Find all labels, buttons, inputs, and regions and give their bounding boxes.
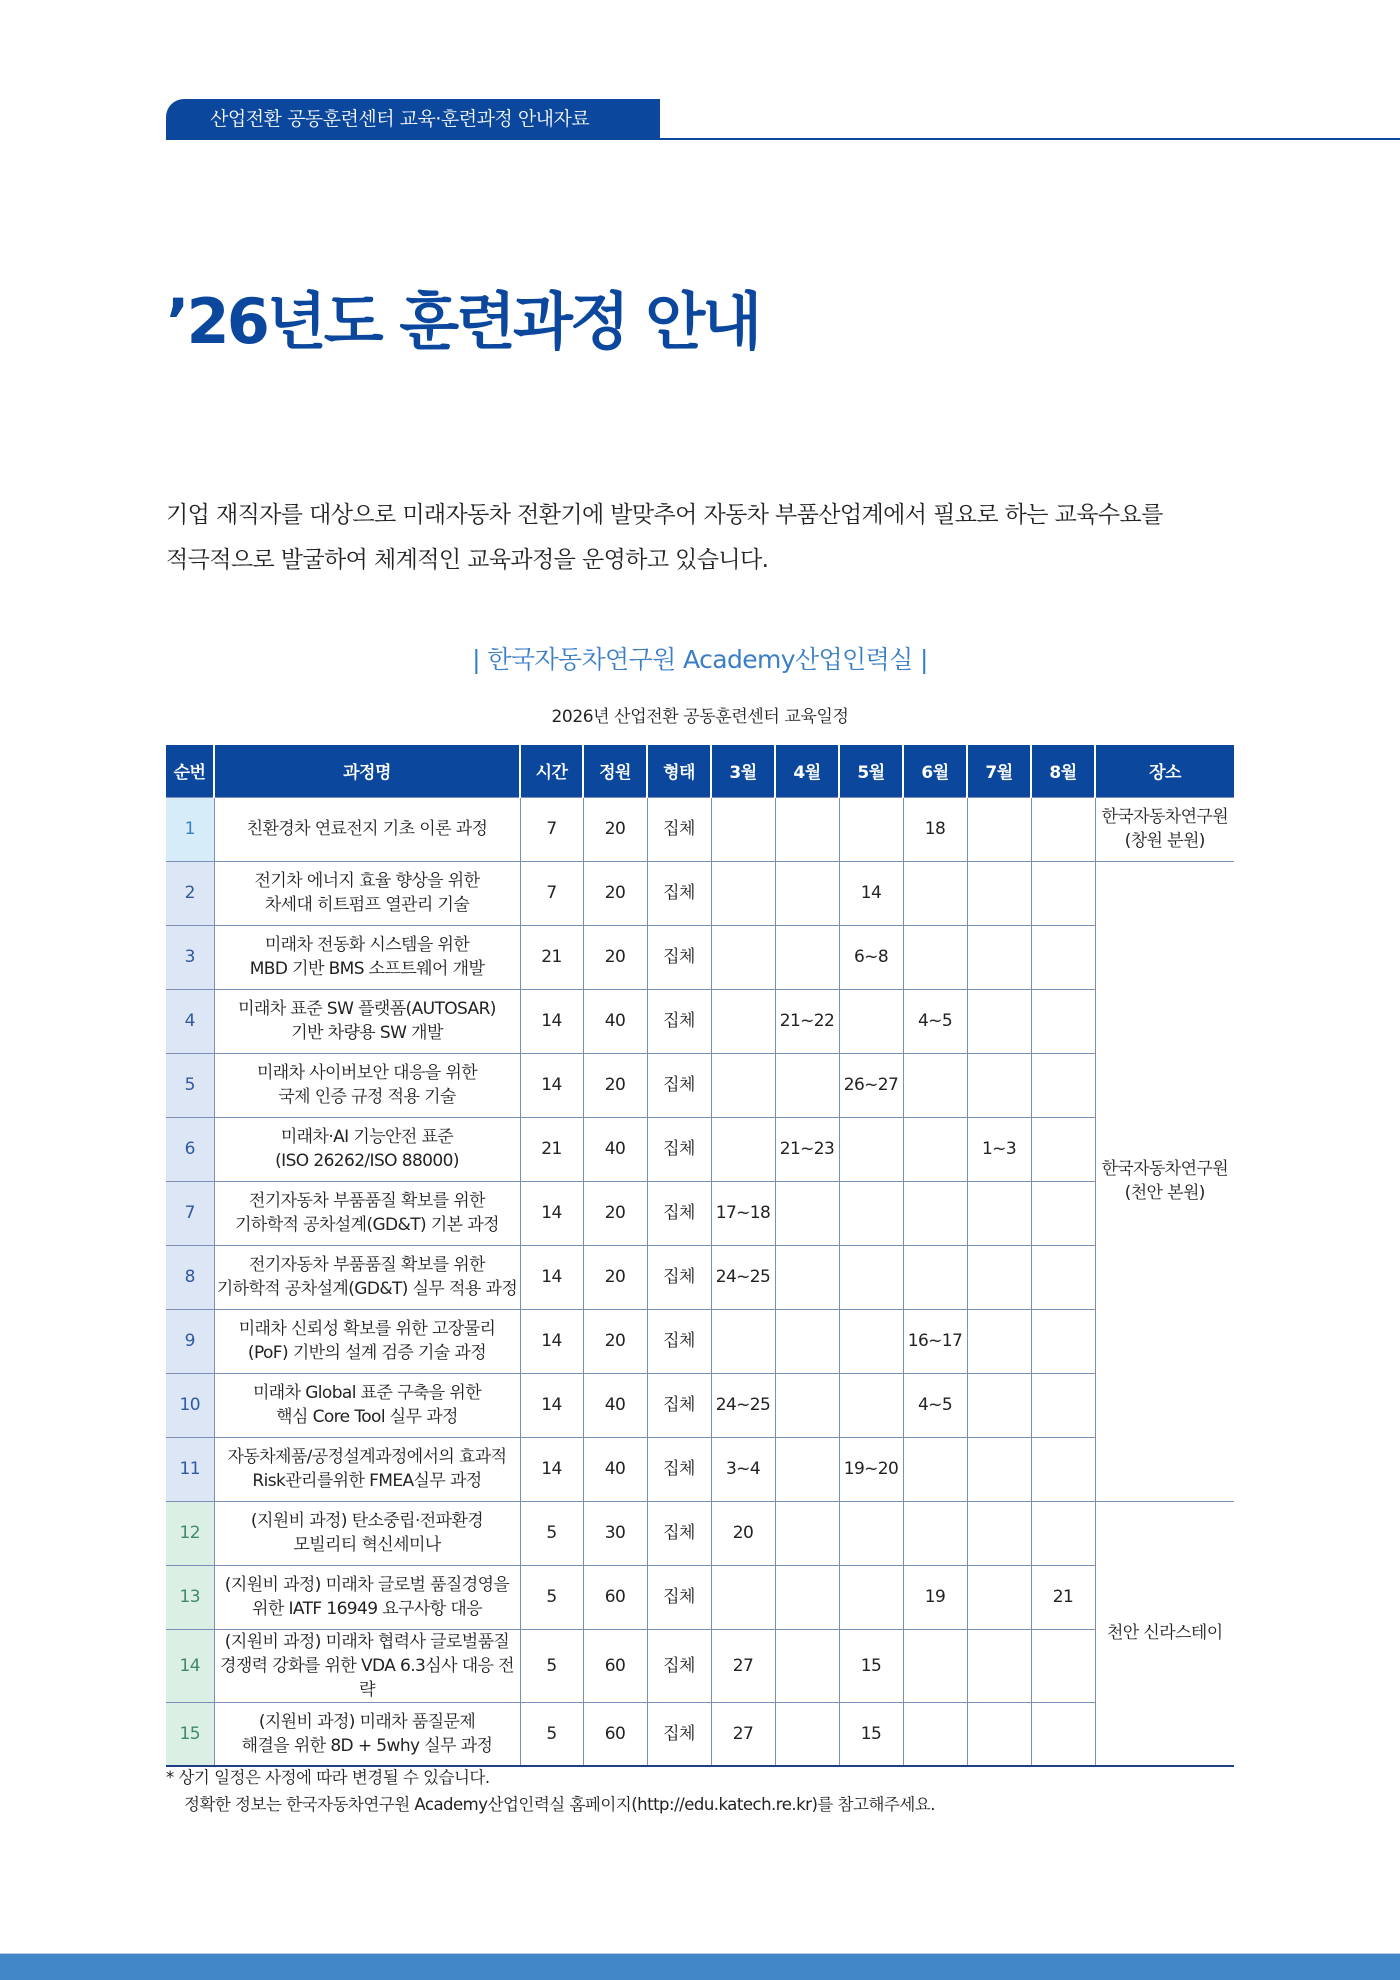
capacity: 30 — [583, 1501, 647, 1565]
hours: 7 — [520, 797, 583, 861]
month-m7-date — [967, 1702, 1031, 1766]
month-m7-date — [967, 1309, 1031, 1373]
course-name — [214, 1629, 520, 1702]
month-m6-date — [903, 1629, 967, 1702]
course-name-line-2: 기하학적 공차설계(GD&T) 실무 적용 과정 — [216, 1279, 518, 1299]
month-m8-date — [1031, 797, 1095, 861]
footnote-1: * 상기 일정은 사정에 따라 변경될 수 있습니다. — [166, 1768, 490, 1787]
training-type: 집체 — [647, 1629, 711, 1702]
month-m8-date — [1031, 1501, 1095, 1565]
month-m8-date — [1031, 1437, 1095, 1501]
table-header-row — [166, 745, 1234, 797]
course-name — [214, 1245, 520, 1309]
table-row — [166, 1629, 1234, 1702]
month-m7-date — [967, 1245, 1031, 1309]
month-m5-date: 19~20 — [839, 1437, 903, 1501]
hours: 14 — [520, 1373, 583, 1437]
month-m4-date — [775, 1437, 839, 1501]
month-m8-date — [1031, 1181, 1095, 1245]
month-m8-date — [1031, 925, 1095, 989]
course-name — [214, 1117, 520, 1181]
table-row — [166, 1309, 1234, 1373]
table-row — [166, 1437, 1234, 1501]
month-m4-date: 21~22 — [775, 989, 839, 1053]
table-caption: 2026년 산업전환 공동훈련센터 교육일정 — [551, 707, 849, 727]
course-name-line-2: 위한 IATF 16949 요구사항 대응 — [252, 1599, 482, 1619]
month-m6-date — [903, 861, 967, 925]
table-row — [166, 1501, 1234, 1565]
training-type: 집체 — [647, 1501, 711, 1565]
course-name-line-1: 미래차 사이버보안 대응을 위한 — [256, 1063, 478, 1083]
footnotes — [166, 1764, 935, 1818]
course-name — [214, 1309, 520, 1373]
month-m3-date: 24~25 — [711, 1373, 775, 1437]
table-row — [166, 925, 1234, 989]
month-m6-date — [903, 1053, 967, 1117]
training-type: 집체 — [647, 1245, 711, 1309]
row-number: 4 — [166, 989, 214, 1053]
place — [1095, 797, 1234, 861]
month-m5-date: 15 — [839, 1629, 903, 1702]
row-number: 14 — [166, 1629, 214, 1702]
place — [1095, 861, 1234, 1501]
table-row — [166, 1245, 1234, 1309]
month-m5-date — [839, 797, 903, 861]
month-m8-date — [1031, 1373, 1095, 1437]
row-number: 15 — [166, 1702, 214, 1766]
header-hours: 시간 — [520, 745, 583, 797]
month-m6-date — [903, 1702, 967, 1766]
month-m7-date: 1~3 — [967, 1117, 1031, 1181]
row-number: 1 — [166, 797, 214, 861]
capacity: 20 — [583, 1245, 647, 1309]
month-m6-date — [903, 1437, 967, 1501]
course-name — [214, 989, 520, 1053]
training-type: 집체 — [647, 989, 711, 1053]
capacity: 40 — [583, 1437, 647, 1501]
month-m5-date — [839, 1309, 903, 1373]
month-m5-date — [839, 1117, 903, 1181]
month-m3-date — [711, 925, 775, 989]
header-apr: 4월 — [775, 745, 839, 797]
footer-bar — [0, 1953, 1400, 1980]
header-rule — [166, 138, 1400, 140]
course-name-line-2: MBD 기반 BMS 소프트웨어 개발 — [249, 959, 485, 979]
course-name-line-1: (지원비 과정) 미래차 품질문제 — [258, 1711, 476, 1732]
month-m7-date — [967, 989, 1031, 1053]
month-m4-date — [775, 1373, 839, 1437]
month-m7-date — [967, 797, 1031, 861]
hours: 5 — [520, 1702, 583, 1766]
capacity: 20 — [583, 1309, 647, 1373]
course-name-line-2: (PoF) 기반의 설계 검증 기술 과정 — [247, 1343, 487, 1363]
table-row — [166, 861, 1234, 925]
row-number: 10 — [166, 1373, 214, 1437]
month-m5-date — [839, 1501, 903, 1565]
month-m7-date — [967, 1181, 1031, 1245]
month-m6-date — [903, 1501, 967, 1565]
month-m5-date: 14 — [839, 861, 903, 925]
table-row — [166, 1373, 1234, 1437]
row-number: 5 — [166, 1053, 214, 1117]
training-type: 집체 — [647, 1437, 711, 1501]
course-name-line-2: Risk관리를위한 FMEA실무 과정 — [252, 1471, 482, 1491]
row-number: 8 — [166, 1245, 214, 1309]
table-row — [166, 797, 1234, 861]
capacity: 40 — [583, 1373, 647, 1437]
course-name — [214, 1053, 520, 1117]
course-name-line-1: (지원비 과정) 탄소중립·전파환경 — [250, 1511, 484, 1531]
training-type: 집체 — [647, 1702, 711, 1766]
capacity: 20 — [583, 1053, 647, 1117]
course-name — [214, 1181, 520, 1245]
footnote-2: 정확한 정보는 한국자동차연구원 Academy산업인력실 홈페이지(http://edu.katech.re.kr)를 참고해주세요. — [184, 1795, 935, 1814]
month-m8-date — [1031, 1117, 1095, 1181]
month-m8-date: 21 — [1031, 1565, 1095, 1629]
table-row — [166, 989, 1234, 1053]
month-m7-date — [967, 861, 1031, 925]
month-m5-date: 6~8 — [839, 925, 903, 989]
row-number: 9 — [166, 1309, 214, 1373]
hours: 14 — [520, 1181, 583, 1245]
month-m3-date — [711, 797, 775, 861]
month-m3-date — [711, 989, 775, 1053]
course-name-line-1: 전기자동차 부품품질 확보를 위한 — [249, 1255, 485, 1275]
month-m3-date: 24~25 — [711, 1245, 775, 1309]
intro-line-2: 적극적으로 발굴하여 체계적인 교육과정을 운영하고 있습니다. — [166, 547, 769, 573]
course-name-line-2: 차세대 히트펌프 열관리 기술 — [264, 895, 470, 915]
month-m6-date: 4~5 — [903, 1373, 967, 1437]
hours: 14 — [520, 1245, 583, 1309]
table-row — [166, 1565, 1234, 1629]
training-type: 집체 — [647, 1053, 711, 1117]
header-aug: 8월 — [1031, 745, 1095, 797]
table-row — [166, 1053, 1234, 1117]
header-type: 형태 — [647, 745, 711, 797]
table-body — [166, 797, 1234, 1766]
course-name — [214, 1437, 520, 1501]
training-type: 집체 — [647, 1117, 711, 1181]
month-m4-date — [775, 1565, 839, 1629]
course-name-line-1: 미래차 전동화 시스템을 위한 — [264, 935, 470, 955]
header-jul: 7월 — [967, 745, 1031, 797]
month-m4-date: 21~23 — [775, 1117, 839, 1181]
month-m7-date — [967, 1053, 1031, 1117]
row-number: 6 — [166, 1117, 214, 1181]
row-number: 12 — [166, 1501, 214, 1565]
month-m5-date — [839, 1181, 903, 1245]
month-m4-date — [775, 1053, 839, 1117]
month-m4-date — [775, 1245, 839, 1309]
header-no: 순번 — [166, 745, 214, 797]
course-name — [214, 1565, 520, 1629]
month-m4-date — [775, 797, 839, 861]
month-m4-date — [775, 1181, 839, 1245]
course-name-line-1: 미래차 신뢰성 확보를 위한 고장물리 — [238, 1319, 496, 1339]
row-number: 11 — [166, 1437, 214, 1501]
course-name — [214, 1501, 520, 1565]
course-name-line-1: 미래차·AI 기능안전 표준 — [280, 1127, 454, 1147]
month-m3-date — [711, 1309, 775, 1373]
month-m4-date — [775, 1309, 839, 1373]
place-line-2: (천안 본원) — [1124, 1183, 1205, 1203]
month-m8-date — [1031, 861, 1095, 925]
row-number: 13 — [166, 1565, 214, 1629]
month-m6-date — [903, 925, 967, 989]
capacity: 20 — [583, 925, 647, 989]
month-m7-date — [967, 1629, 1031, 1702]
month-m4-date — [775, 1501, 839, 1565]
month-m5-date — [839, 1373, 903, 1437]
course-name-line-2: 해결을 위한 8D + 5why 실무 과정 — [241, 1735, 493, 1756]
row-number: 2 — [166, 861, 214, 925]
month-m4-date — [775, 925, 839, 989]
capacity: 40 — [583, 989, 647, 1053]
month-m8-date — [1031, 1309, 1095, 1373]
month-m6-date — [903, 1181, 967, 1245]
month-m7-date — [967, 1501, 1031, 1565]
course-name — [214, 925, 520, 989]
header-banner: 산업전환 공동훈련센터 교육·훈련과정 안내자료 — [166, 99, 660, 139]
month-m3-date: 27 — [711, 1702, 775, 1766]
month-m3-date — [711, 1565, 775, 1629]
row-number: 7 — [166, 1181, 214, 1245]
month-m3-date — [711, 861, 775, 925]
capacity: 20 — [583, 1181, 647, 1245]
table-row — [166, 1181, 1234, 1245]
org-title: | 한국자동차연구원 Academy산업인력실 | — [472, 645, 928, 674]
month-m6-date: 18 — [903, 797, 967, 861]
place-line-1: 한국자동차연구원 — [1101, 807, 1229, 827]
course-name-line-2: 기하학적 공차설계(GD&T) 기본 과정 — [235, 1215, 499, 1235]
hours: 21 — [520, 1117, 583, 1181]
month-m4-date — [775, 1702, 839, 1766]
hours: 5 — [520, 1501, 583, 1565]
capacity: 40 — [583, 1117, 647, 1181]
capacity: 60 — [583, 1565, 647, 1629]
course-name-line-1: 친환경차 연료전지 기초 이론 과정 — [246, 819, 488, 839]
training-type: 집체 — [647, 1373, 711, 1437]
course-name-line-1: 자동차제품/공정설계과정에서의 효과적 — [227, 1447, 507, 1467]
month-m7-date — [967, 925, 1031, 989]
training-type: 집체 — [647, 1309, 711, 1373]
intro-line-1: 기업 재직자를 대상으로 미래자동차 전환기에 발맞추어 자동차 부품산업계에서 필요로 하는 교육수요를 — [166, 502, 1163, 528]
capacity: 20 — [583, 797, 647, 861]
training-type: 집체 — [647, 925, 711, 989]
month-m8-date — [1031, 989, 1095, 1053]
month-m5-date — [839, 1245, 903, 1309]
hours: 7 — [520, 861, 583, 925]
course-name-line-1: (지원비 과정) 미래차 글로벌 품질경영을 — [224, 1575, 510, 1595]
row-number: 3 — [166, 925, 214, 989]
page-title: ’26년도 훈련과정 안내 — [166, 285, 760, 358]
intro-paragraph — [166, 493, 1246, 583]
month-m7-date — [967, 1373, 1031, 1437]
course-name-line-2: 모빌리티 혁신세미나 — [293, 1535, 441, 1555]
month-m8-date — [1031, 1629, 1095, 1702]
hours: 21 — [520, 925, 583, 989]
capacity: 20 — [583, 861, 647, 925]
header-capacity: 정원 — [583, 745, 647, 797]
place-line-2: (창원 분원) — [1124, 831, 1205, 851]
month-m5-date: 26~27 — [839, 1053, 903, 1117]
course-name-line-2: (ISO 26262/ISO 88000) — [275, 1151, 459, 1171]
month-m4-date — [775, 1629, 839, 1702]
month-m8-date — [1031, 1702, 1095, 1766]
training-type: 집체 — [647, 1565, 711, 1629]
hours: 14 — [520, 1309, 583, 1373]
course-name-line-1: 미래차 표준 SW 플랫폼(AUTOSAR) — [238, 999, 496, 1019]
month-m6-date — [903, 1245, 967, 1309]
course-name-line-2: 핵심 Core Tool 실무 과정 — [276, 1407, 458, 1427]
header-place: 장소 — [1095, 745, 1234, 797]
month-m3-date: 27 — [711, 1629, 775, 1702]
capacity: 60 — [583, 1629, 647, 1702]
month-m6-date — [903, 1117, 967, 1181]
course-name — [214, 1702, 520, 1766]
month-m3-date: 20 — [711, 1501, 775, 1565]
course-name — [214, 861, 520, 925]
hours: 14 — [520, 989, 583, 1053]
month-m3-date — [711, 1117, 775, 1181]
hours: 14 — [520, 1437, 583, 1501]
training-type: 집체 — [647, 861, 711, 925]
month-m8-date — [1031, 1053, 1095, 1117]
month-m3-date: 17~18 — [711, 1181, 775, 1245]
header-course: 과정명 — [214, 745, 520, 797]
training-type: 집체 — [647, 797, 711, 861]
place-line-1: 한국자동차연구원 — [1101, 1159, 1229, 1179]
table-row — [166, 1702, 1234, 1766]
training-type: 집체 — [647, 1181, 711, 1245]
course-name-line-2: 국제 인증 규정 적용 기술 — [278, 1087, 456, 1107]
schedule-table — [166, 745, 1234, 1767]
course-name — [214, 797, 520, 861]
month-m7-date — [967, 1437, 1031, 1501]
hours: 14 — [520, 1053, 583, 1117]
course-name-line-1: 전기차 에너지 효율 향상을 위한 — [254, 871, 480, 891]
month-m4-date — [775, 861, 839, 925]
month-m5-date — [839, 989, 903, 1053]
month-m5-date — [839, 1565, 903, 1629]
month-m5-date: 15 — [839, 1702, 903, 1766]
hours: 5 — [520, 1629, 583, 1702]
month-m6-date: 4~5 — [903, 989, 967, 1053]
capacity: 60 — [583, 1702, 647, 1766]
place — [1095, 1501, 1234, 1766]
month-m8-date — [1031, 1245, 1095, 1309]
header-may: 5월 — [839, 745, 903, 797]
month-m6-date: 16~17 — [903, 1309, 967, 1373]
header-mar: 3월 — [711, 745, 775, 797]
table-row — [166, 1117, 1234, 1181]
course-name — [214, 1373, 520, 1437]
course-name-line-1: (지원비 과정) 미래차 협력사 글로벌품질 — [224, 1631, 510, 1652]
header-jun: 6월 — [903, 745, 967, 797]
course-name-line-2: 기반 차량용 SW 개발 — [291, 1023, 443, 1043]
hours: 5 — [520, 1565, 583, 1629]
month-m7-date — [967, 1565, 1031, 1629]
course-name-line-1: 미래차 Global 표준 구축을 위한 — [252, 1383, 482, 1403]
month-m3-date — [711, 1053, 775, 1117]
month-m3-date: 3~4 — [711, 1437, 775, 1501]
place-line-1: 천안 신라스테이 — [1106, 1623, 1223, 1644]
course-name-line-2: 경쟁력 강화를 위한 VDA 6.3심사 대응 전략 — [220, 1655, 514, 1700]
month-m6-date: 19 — [903, 1565, 967, 1629]
course-name-line-1: 전기자동차 부품품질 확보를 위한 — [249, 1191, 485, 1211]
